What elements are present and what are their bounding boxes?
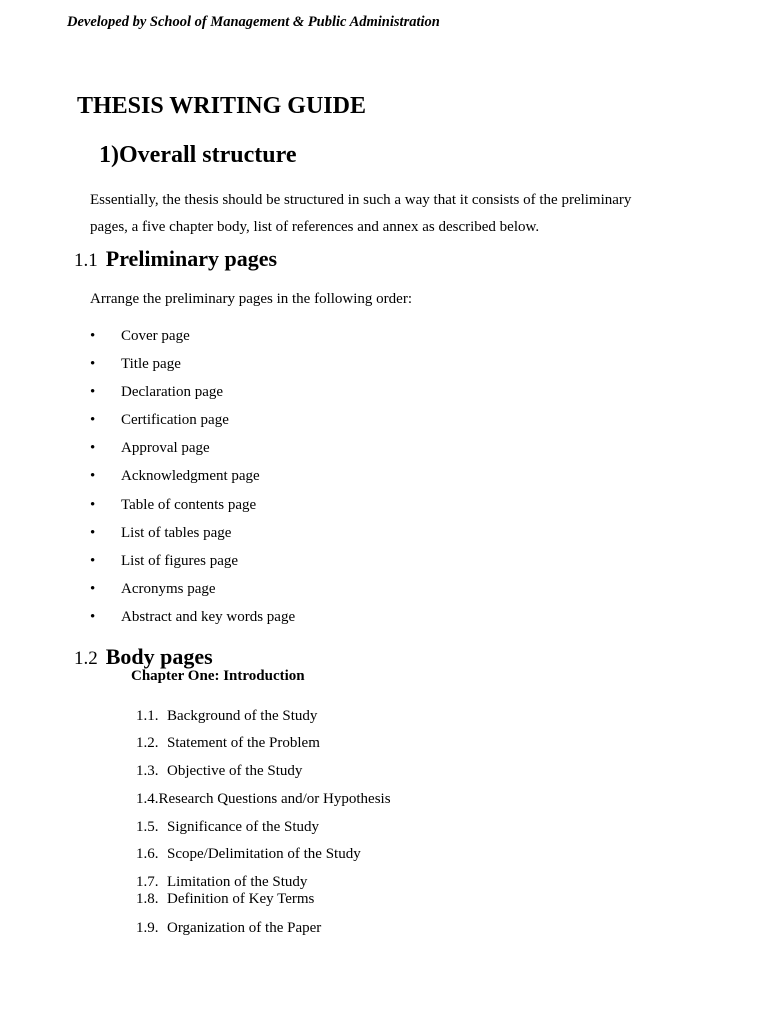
list-item	[90, 609, 295, 626]
bullet-icon: •	[90, 497, 96, 513]
numbered-item	[136, 846, 361, 863]
item-number: 1.3.	[136, 763, 159, 779]
item-number: 1.2.	[136, 735, 159, 751]
chapter-one-heading: Chapter One: Introduction	[131, 668, 305, 684]
list-item	[90, 328, 190, 345]
item-number: 1.7.	[136, 874, 159, 890]
bullet-icon: •	[90, 581, 96, 597]
item-text: Significance of the Study	[167, 819, 320, 835]
list-item	[90, 553, 238, 570]
list-item-text: Cover page	[121, 328, 190, 344]
item-number: 1.6.	[136, 846, 159, 862]
intro-paragraph-line-2: pages, a five chapter body, list of references and annex as described below.	[90, 219, 540, 235]
bullet-icon: •	[90, 468, 96, 484]
list-item-text: Title page	[121, 356, 181, 372]
list-item	[90, 412, 229, 429]
item-text: Research Questions and/or Hypothesis	[158, 791, 391, 807]
list-item	[90, 468, 260, 485]
item-number: 1.4.	[136, 791, 159, 807]
list-item-text: Declaration page	[121, 384, 224, 400]
list-item-text: List of figures page	[121, 553, 239, 569]
numbered-item	[136, 819, 319, 836]
item-text: Organization of the Paper	[167, 920, 322, 936]
section-heading-overall-structure: 1)Overall structure	[99, 142, 297, 168]
document-title: THESIS WRITING GUIDE	[77, 93, 366, 119]
list-item	[90, 440, 210, 457]
list-item-text: List of tables page	[121, 525, 232, 541]
numbered-item	[136, 735, 320, 752]
list-item	[90, 497, 256, 514]
bullet-icon: •	[90, 384, 96, 400]
intro-paragraph-line-1: Essentially, the thesis should be structured in such a way that it consists of the preliminary	[90, 192, 632, 208]
item-text: Limitation of the Study	[167, 874, 308, 890]
list-item	[90, 525, 231, 542]
item-number: 1.8.	[136, 891, 159, 907]
preliminary-intro: Arrange the preliminary pages in the following order:	[90, 291, 412, 307]
bullet-icon: •	[90, 440, 96, 456]
list-item-text: Acknowledgment page	[121, 468, 260, 484]
item-text: Scope/Delimitation of the Study	[167, 846, 361, 862]
bullet-icon: •	[90, 525, 96, 541]
bullet-icon: •	[90, 553, 96, 569]
bullet-icon: •	[90, 609, 96, 625]
list-item-text: Acronyms page	[121, 581, 216, 597]
item-text: Definition of Key Terms	[167, 891, 315, 907]
numbered-item	[136, 763, 302, 780]
bullet-icon: •	[90, 356, 96, 372]
list-item	[90, 384, 223, 401]
subsection-title: Preliminary pages	[105, 246, 278, 271]
numbered-item	[136, 920, 321, 937]
numbered-item	[136, 874, 307, 891]
list-item-text: Table of contents page	[121, 497, 257, 513]
item-number: 1.9.	[136, 920, 159, 936]
subsection-title: Body pages	[105, 644, 213, 669]
item-number: 1.1.	[136, 708, 159, 724]
list-item-text: Certification page	[121, 412, 229, 428]
subsection-heading-preliminary	[74, 246, 277, 272]
list-item-text: Approval page	[121, 440, 210, 456]
numbered-item	[136, 708, 317, 725]
list-item	[90, 581, 216, 598]
bullet-icon: •	[90, 412, 96, 428]
numbered-item	[136, 791, 391, 808]
subsection-number: 1.2	[74, 648, 98, 669]
list-item-text: Abstract and key words page	[121, 609, 296, 625]
item-text: Statement of the Problem	[167, 735, 320, 751]
page-header: Developed by School of Management & Public Administration	[67, 14, 440, 30]
item-number: 1.5.	[136, 819, 159, 835]
subsection-number: 1.1	[74, 250, 98, 271]
subsection-heading-body-pages	[74, 644, 213, 670]
bullet-icon: •	[90, 328, 96, 344]
item-text: Objective of the Study	[167, 763, 303, 779]
item-text: Background of the Study	[167, 708, 318, 724]
numbered-item	[136, 891, 314, 908]
list-item	[90, 356, 181, 373]
